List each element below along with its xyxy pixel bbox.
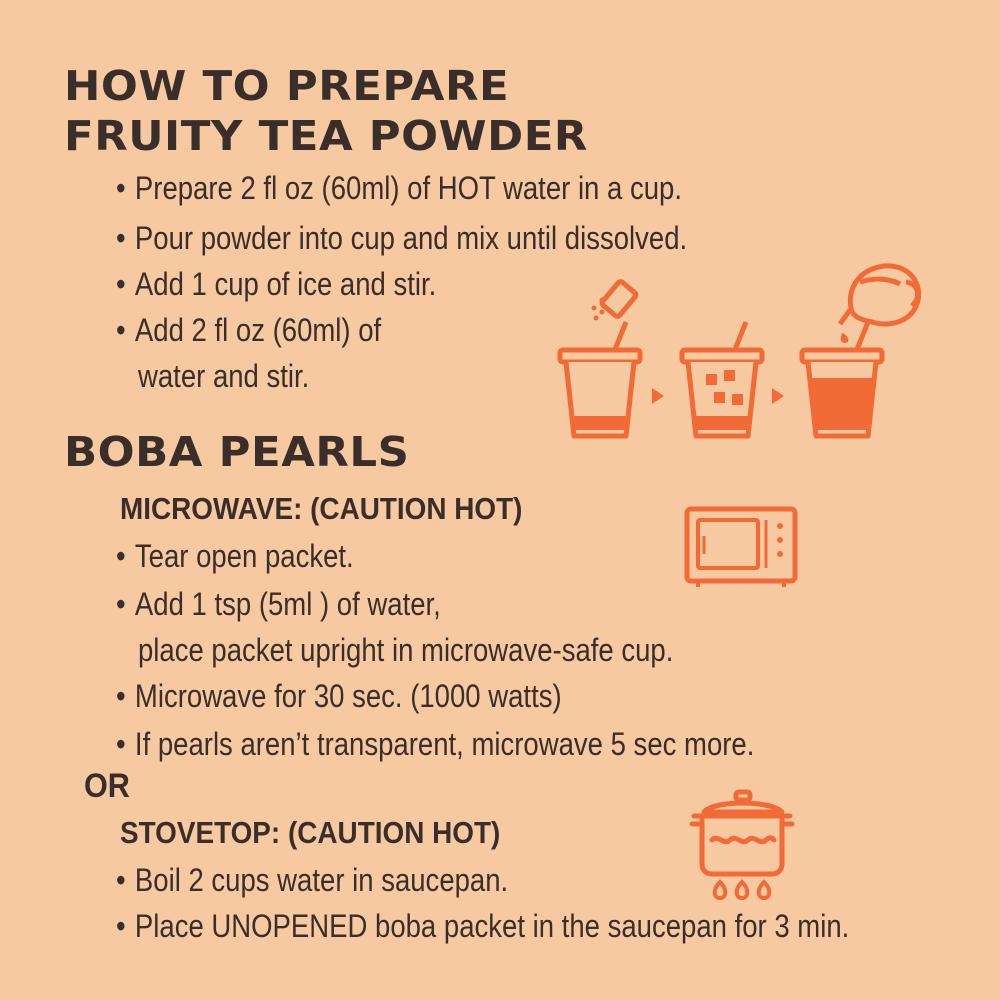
fruity-tea-title-line2: FRUITY TEA POWDER	[64, 112, 588, 160]
microwave-step: • Microwave for 30 sec. (1000 watts)	[116, 678, 562, 714]
fruity-tea-title-line1: HOW TO PREPARE	[64, 62, 510, 110]
saucepan-icon	[690, 790, 794, 902]
stovetop-heading: STOVETOP: (CAUTION HOT)	[120, 815, 501, 850]
microwave-step: • If pearls aren’t transparent, microwave 5 sec more.	[116, 726, 755, 762]
microwave-step-continuation: place packet upright in microwave-safe cup.	[138, 632, 674, 668]
microwave-step: • Add 1 tsp (5ml ) of water,	[116, 586, 441, 622]
tea-step: • Prepare 2 fl oz (60ml) of HOT water in a cup.	[116, 170, 682, 206]
tea-step: • Add 2 fl oz (60ml) of	[116, 312, 382, 348]
ice-cup-icon	[682, 322, 762, 436]
microwave-heading: MICROWAVE: (CAUTION HOT)	[120, 491, 523, 526]
pitcher-cup-icon	[802, 266, 919, 436]
or-label: OR	[84, 767, 130, 805]
tea-step: • Add 1 cup of ice and stir.	[116, 266, 437, 302]
tea-step-continuation: water and stir.	[138, 358, 310, 394]
stovetop-step: • Place UNOPENED boba packet in the saucepan for 3 min.	[116, 908, 850, 944]
boba-title: BOBA PEARLS	[64, 428, 410, 476]
arrow-right-icon	[772, 388, 784, 404]
tea-step: • Pour powder into cup and mix until dissolved.	[116, 220, 688, 256]
microwave-step: • Tear open packet.	[116, 538, 354, 574]
arrow-right-icon	[652, 388, 664, 404]
microwave-icon	[684, 506, 800, 590]
tea-prep-illustration	[556, 262, 936, 442]
stovetop-step: • Boil 2 cups water in saucepan.	[116, 862, 509, 898]
powder-cup-icon	[560, 280, 640, 436]
